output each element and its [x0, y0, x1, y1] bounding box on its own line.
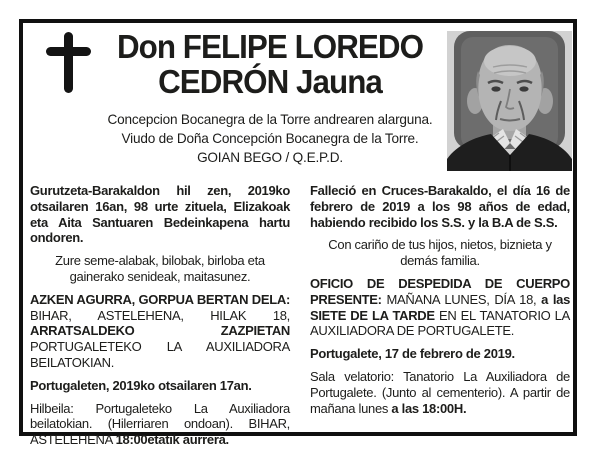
body-columns	[30, 183, 570, 448]
spanish-column	[310, 183, 570, 448]
cross-vertical-bar	[64, 32, 73, 93]
obituary-frame	[19, 19, 577, 448]
deceased-name-line1: Don FELIPE LOREDO	[116, 28, 424, 65]
wake-notice-es	[310, 369, 570, 416]
death-announcement-eu: Gurutzeta-Barakaldon hil zen, 2019ko otsailaren 16an, 98 urte zituela, Elizakoak eta Aita Santuaren Bedeinkapena hartu ondoren.	[30, 183, 290, 246]
eyes	[491, 86, 500, 91]
latin-cross-icon	[45, 31, 92, 94]
farewell-notice-es	[310, 276, 570, 339]
wake-eu-seg1: 18:00etatik aurrera.	[115, 432, 229, 448]
wake-notice-eu	[30, 401, 290, 448]
basque-column	[30, 183, 290, 448]
farewell-notice-eu	[30, 292, 290, 371]
death-announcement-es: Falleció en Cruces-Barakaldo, el día 16 de febrero de 2019 a los 98 años de edad, habiendo recibido los S.S. y la B.A de S.S.	[310, 183, 570, 230]
wake-es-seg0: Sala velatorio: Tanatorio La Auxiliadora de Portugalete. (Junto al cementerio). A partir de mañana lunes	[310, 368, 570, 416]
deceased-name-line2: CEDRÓN Jauna	[158, 63, 382, 100]
family-signature-es: Con cariño de tus hijos, nietos, biznieta y demás familia.	[328, 237, 552, 269]
farewell-es-seg3: EN EL TANATORIO LA AUXILIADORA DE PORTUGALETE.	[310, 307, 570, 339]
wake-es-seg1: a las 18:00H.	[391, 400, 467, 416]
family-signature-eu: Zure seme-alabak, bilobak, birloba eta gainerako senideak, maitasunez.	[55, 253, 265, 284]
farewell-eu-seg1: BIHAR, ASTELEHENA, HILAK 18,	[30, 307, 290, 323]
dateline-eu: Portugaleten, 2019ko otsailaren 17an.	[30, 377, 252, 393]
wake-eu-seg0: Hilbeila: Portugaleteko La Auxiliadora beilatokian. (Hilerriaren ondoan). BIHAR, ASTELEHENA	[30, 400, 290, 448]
deceased-portrait-photo	[447, 31, 572, 171]
header	[87, 29, 453, 167]
farewell-es-seg0: OFICIO DE DESPEDIDA DE CUERPO PRESENTE:	[310, 275, 570, 307]
farewell-eu-seg3: PORTUGALETEKO LA AUXILIADORA BEILATOKIAN.	[30, 339, 290, 370]
farewell-eu-seg0: AZKEN AGURRA, GORPUA BERTAN DELA:	[30, 291, 290, 307]
deceased-name	[96, 29, 444, 99]
farewell-es-seg1: MAÑANA LUNES, DÍA 18,	[381, 291, 542, 307]
widower-line-basque: Concepcion Bocanegra de la Torre andrearen alarguna.	[107, 112, 433, 127]
farewell-es-seg2: a las SIETE DE LA TARDE	[310, 291, 570, 323]
rip-motto: GOIAN BEGO / Q.E.P.D.	[197, 150, 343, 165]
farewell-eu-seg2: ARRATSALDEKO ZAZPIETAN	[30, 323, 290, 339]
dateline-es: Portugalete, 17 de febrero de 2019.	[310, 346, 515, 362]
widower-line-spanish: Viudo de Doña Concepción Bocanegra de la Torre.	[121, 131, 419, 146]
cross-horizontal-bar	[46, 47, 91, 56]
